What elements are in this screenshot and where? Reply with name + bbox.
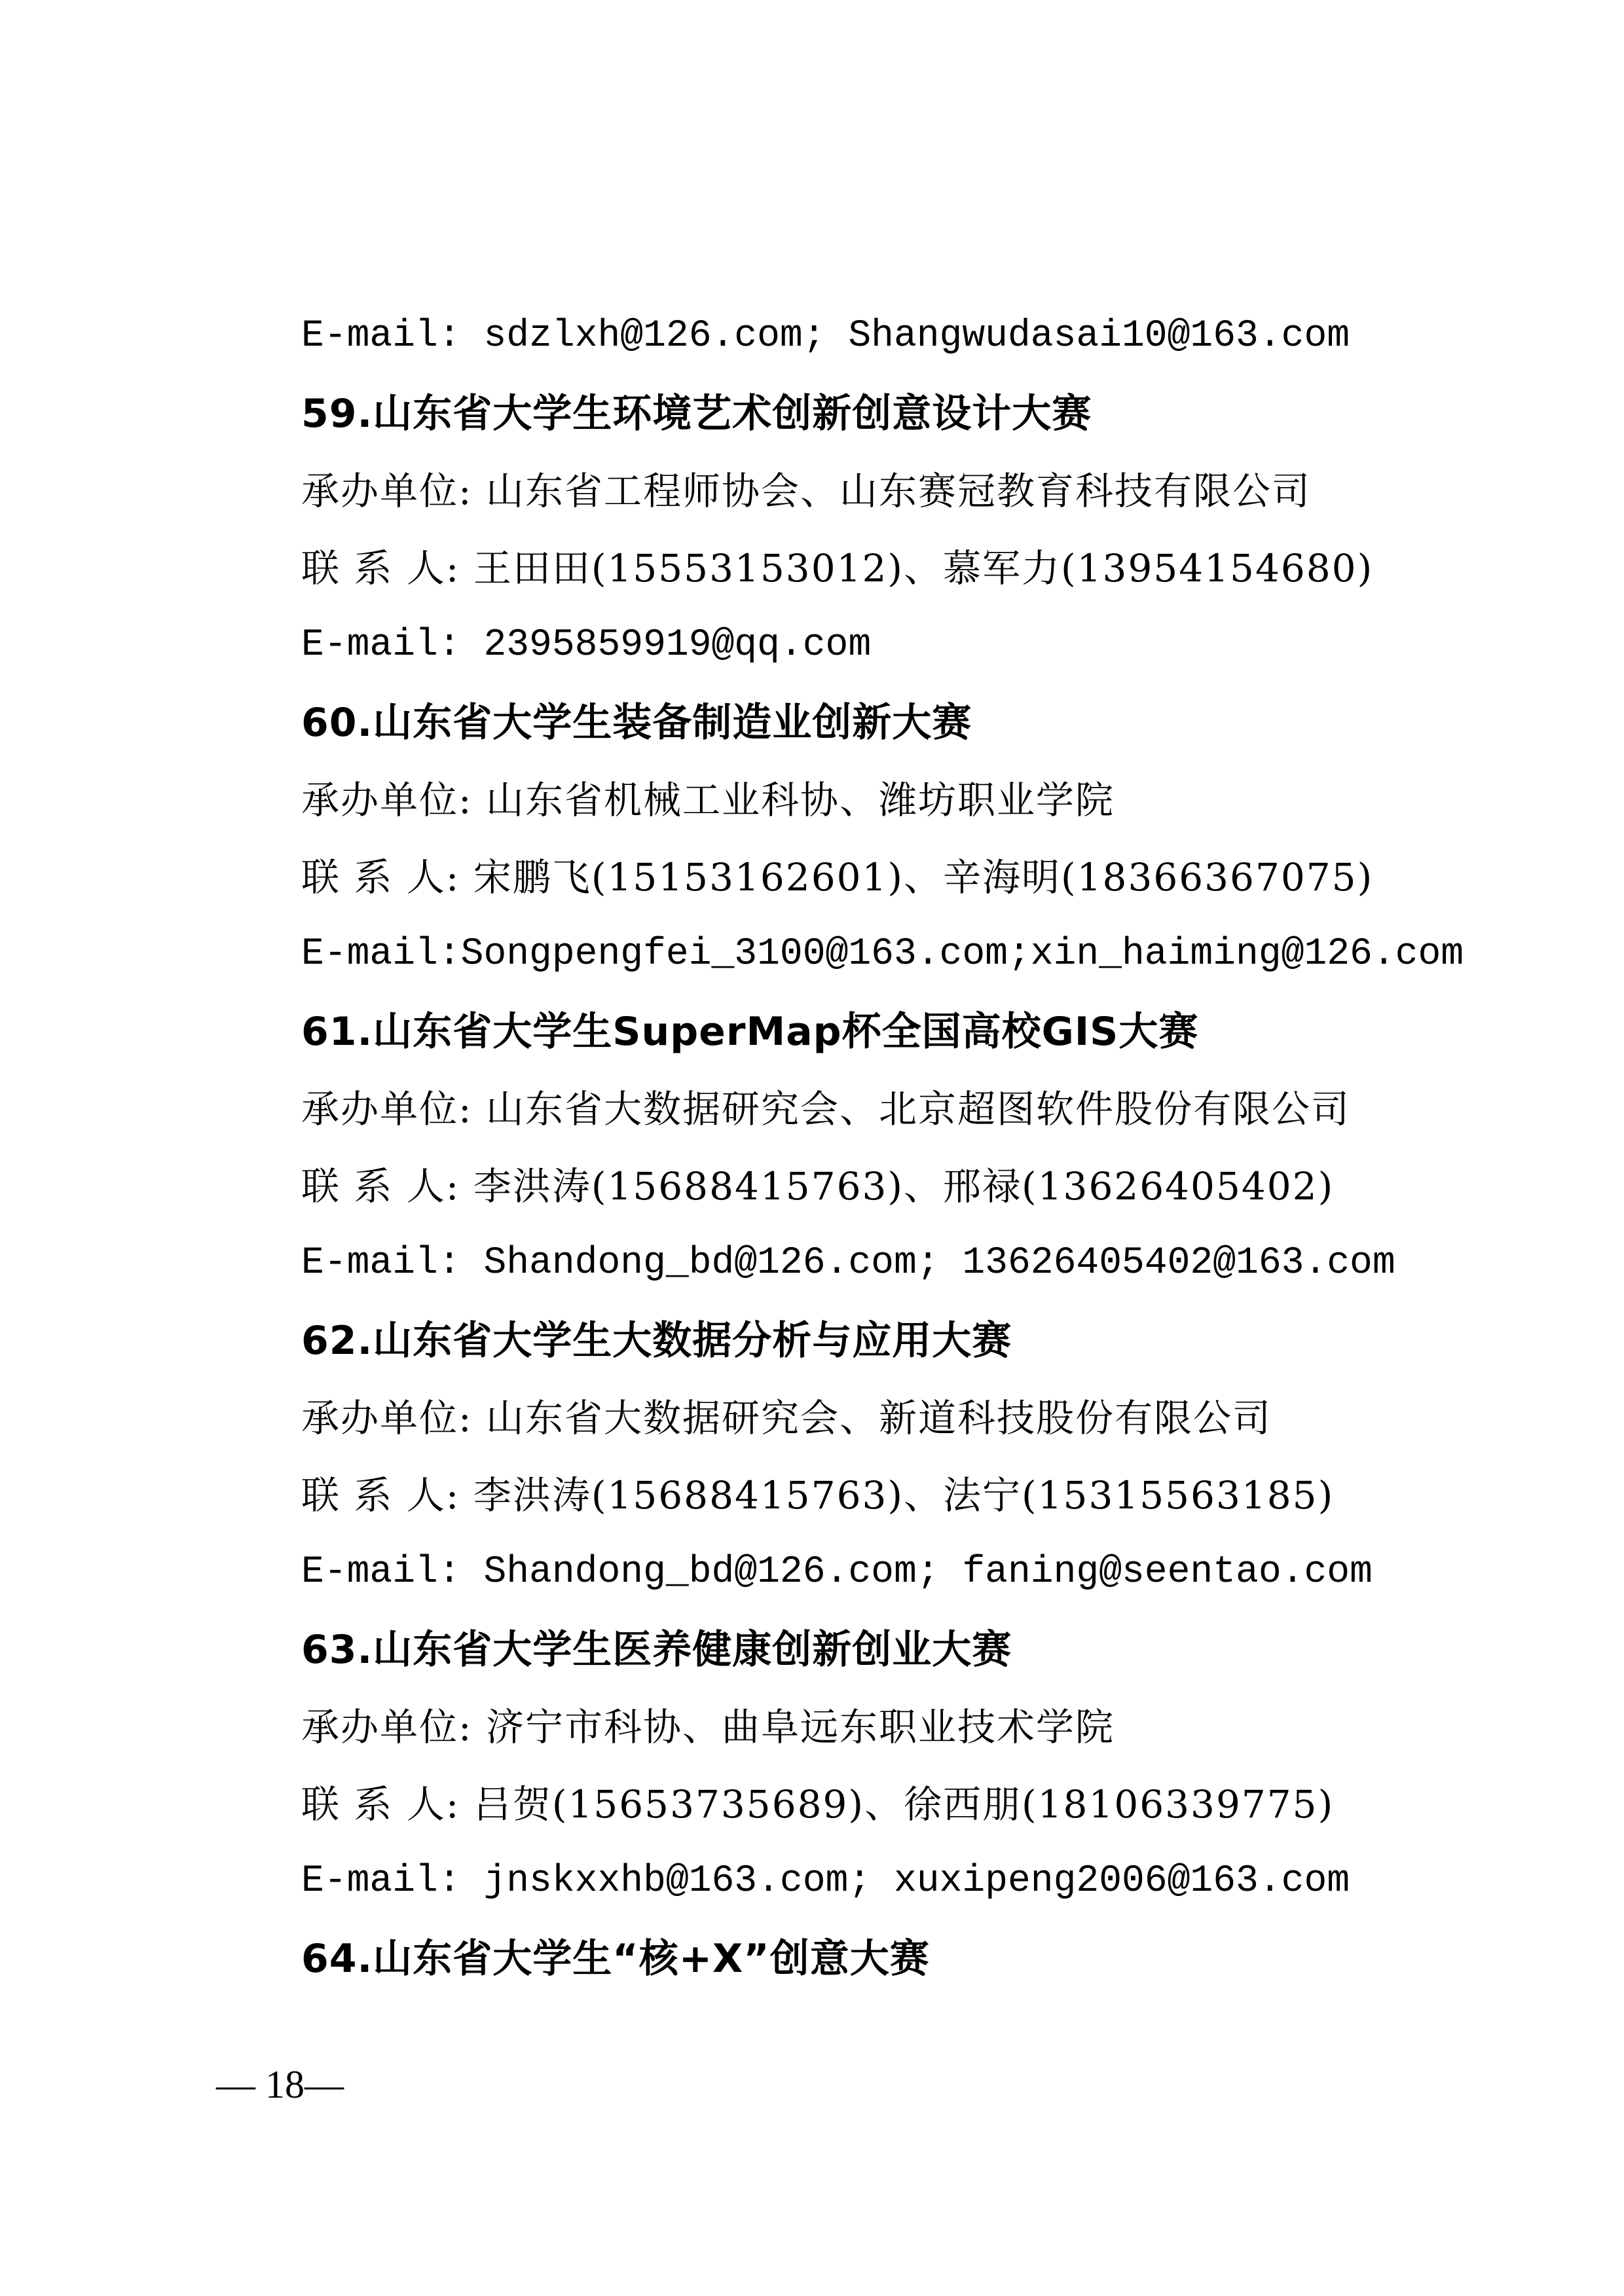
content-area <box>301 298 1480 1997</box>
competition-heading: 63.山东省大学生医养健康创新创业大赛 <box>301 1627 1012 1673</box>
organizer-line: 承办单位: 山东省大数据研究会、北京超图软件股份有限公司 <box>301 1087 1350 1131</box>
contact-line: 联 系 人: 李洪涛(15688415763)、邢禄(13626405402) <box>301 1164 1335 1209</box>
email-line: E-mail: Shandong_bd@126.com; 13626405402@163.com <box>301 1242 1395 1285</box>
page-number: — 18— <box>216 2063 344 2106</box>
competition-heading: 60.山东省大学生装备制造业创新大赛 <box>301 700 972 746</box>
organizer-line: 承办单位: 济宁市科协、曲阜远东职业技术学院 <box>301 1705 1115 1749</box>
contact-line: 联 系 人: 王田田(15553153012)、慕军力(13954154680) <box>301 546 1374 591</box>
contact-line: 联 系 人: 宋鹏飞(15153162601)、辛海明(18366367075) <box>301 855 1374 900</box>
contact-line: 联 系 人: 李洪涛(15688415763)、法宁(15315563185) <box>301 1473 1335 1518</box>
competition-heading: 61.山东省大学生SuperMap杯全国高校GIS大赛 <box>301 1009 1199 1055</box>
organizer-line: 承办单位: 山东省大数据研究会、新道科技股份有限公司 <box>301 1396 1272 1440</box>
email-line: E-mail:Songpengfei_3100@163.com;xin_haiming@126.com <box>301 933 1464 975</box>
email-line: E-mail: 2395859919@qq.com <box>301 624 872 666</box>
email-line: E-mail: jnskxxhb@163.com; xuxipeng2006@163.com <box>301 1860 1350 1903</box>
contact-line: 联 系 人: 吕贺(15653735689)、徐西朋(18106339775) <box>301 1782 1335 1827</box>
email-line: E-mail: sdzlxh@126.com; Shangwudasai10@163.com <box>301 315 1350 357</box>
competition-heading: 62.山东省大学生大数据分析与应用大赛 <box>301 1318 1012 1364</box>
competition-heading: 59.山东省大学生环境艺术创新创意设计大赛 <box>301 391 1092 437</box>
competition-heading: 64.山东省大学生“核+X”创意大赛 <box>301 1936 930 1982</box>
organizer-line: 承办单位: 山东省工程师协会、山东赛冠教育科技有限公司 <box>301 469 1311 513</box>
email-line: E-mail: Shandong_bd@126.com; faning@seentao.com <box>301 1551 1373 1594</box>
organizer-line: 承办单位: 山东省机械工业科协、潍坊职业学院 <box>301 778 1115 822</box>
